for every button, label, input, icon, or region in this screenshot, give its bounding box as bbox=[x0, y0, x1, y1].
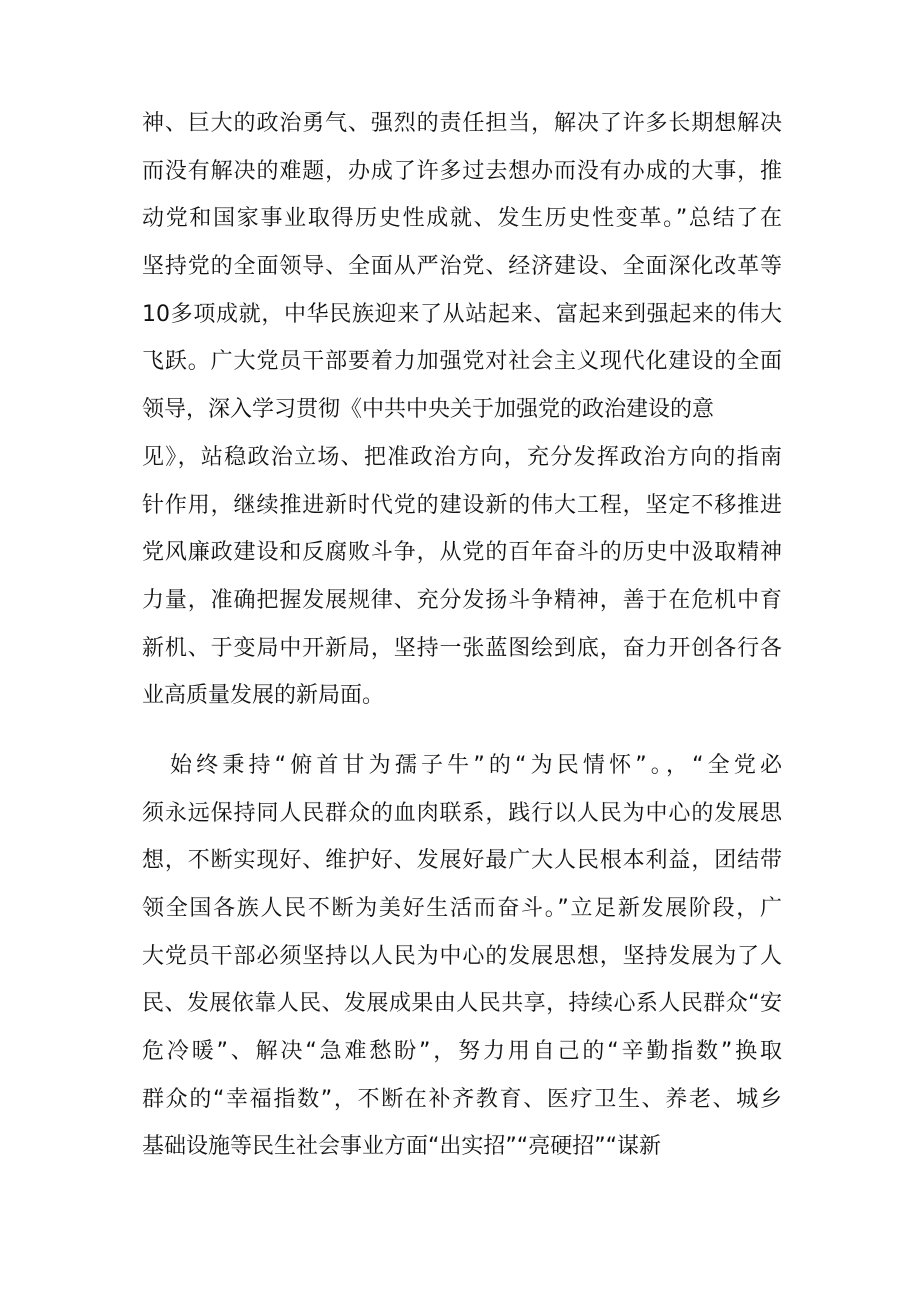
text-line: 群众的“幸福指数”，不断在补齐教育、医疗卫生、养老、城乡 bbox=[142, 1086, 782, 1112]
text-line: 力量，准确把握发展规律、充分发扬斗争精神，善于在危机中育 bbox=[142, 587, 782, 613]
text-line: 始终秉持“俯首甘为孺子牛”的“为民情怀”。，“全党必 bbox=[170, 752, 782, 778]
text-line: 想，不断实现好、维护好、发展好最广大人民根本利益，团结带 bbox=[142, 848, 782, 874]
text-line: 10多项成就，中华民族迎来了从站起来、富起来到强起来的伟大 bbox=[142, 301, 782, 327]
text-line: 而没有解决的难题，办成了许多过去想办而没有办成的大事，推 bbox=[142, 158, 782, 184]
text-line: 民、发展依靠人民、发展成果由人民共享，持续心系人民群众“安 bbox=[142, 991, 782, 1017]
paragraph-2 bbox=[142, 742, 782, 1171]
text-line: 坚持党的全面领导、全面从严治党、经济建设、全面深化改革等 bbox=[142, 254, 782, 280]
text-line: 危冷暖”、解决“急难愁盼”，努力用自己的“辛勤指数”换取 bbox=[142, 1039, 782, 1065]
text-line: 领全国各族人民不断为美好生活而奋斗。”立足新发展阶段，广 bbox=[142, 896, 782, 921]
text-line: 飞跃。广大党员干部要着力加强党对社会主义现代化建设的全面 bbox=[142, 349, 782, 375]
text-line: 基础设施等民生社会事业方面“出实招”“亮硬招”“谋新 bbox=[142, 1134, 661, 1160]
document-page bbox=[142, 100, 782, 1171]
text-line: 领导，深入学习贯彻《中共中央关于加强党的政治建设的意 bbox=[142, 397, 715, 423]
text-line: 业高质量发展的新局面。 bbox=[142, 683, 385, 709]
text-line: 大党员干部必须坚持以人民为中心的发展思想，坚持发展为了人 bbox=[142, 943, 782, 969]
text-line: 新机、于变局中开新局，坚持一张蓝图绘到底，奋力开创各行各 bbox=[142, 635, 782, 661]
paragraph-1 bbox=[142, 100, 782, 720]
text-line: 神、巨大的政治勇气、强烈的责任担当，解决了许多长期想解决 bbox=[142, 111, 782, 136]
text-line: 动党和国家事业取得历史性成就、发生历史性变革。”总结了在 bbox=[142, 206, 782, 232]
text-line: 党风廉政建设和反腐败斗争，从党的百年奋斗的历史中汲取精神 bbox=[142, 540, 782, 566]
text-line: 针作用，继续推进新时代党的建设新的伟大工程，坚定不移推进 bbox=[142, 492, 782, 518]
text-line: 须永远保持同人民群众的血肉联系，践行以人民为中心的发展思 bbox=[142, 800, 782, 826]
paragraph-gap bbox=[142, 720, 782, 742]
text-line: 见》，站稳政治立场、把准政治方向，充分发挥政治方向的指南 bbox=[142, 444, 782, 470]
